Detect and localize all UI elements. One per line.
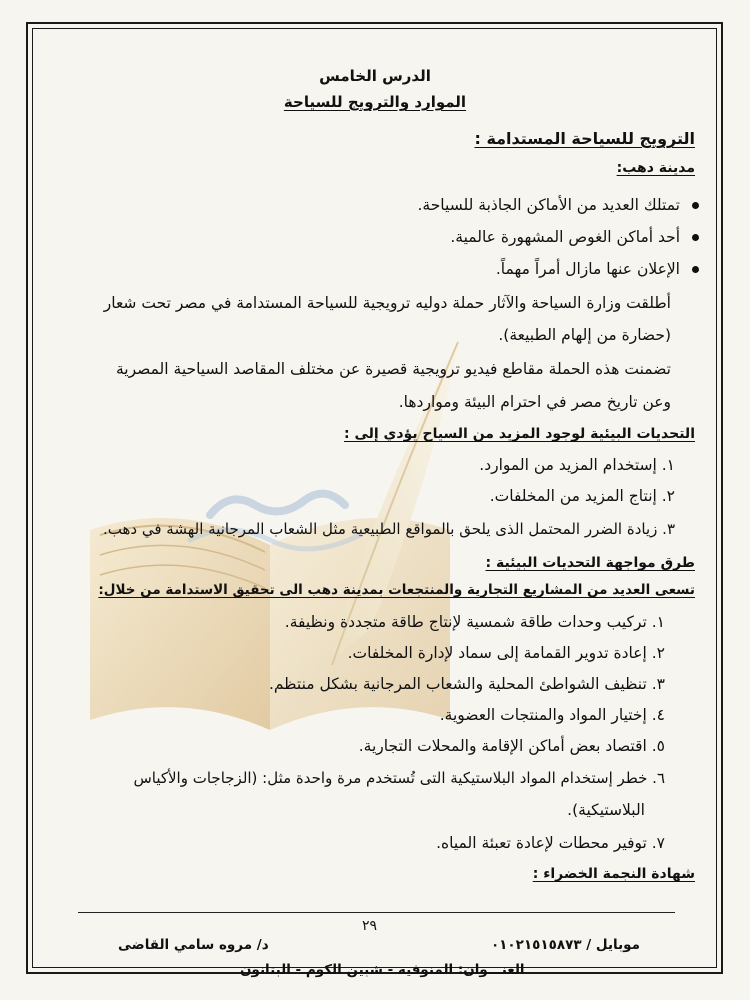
list-item: ٧. توفير محطات لإعادة تعبئة المياه. [436,834,665,852]
bullet-icon [692,202,699,209]
bullet-item: تمتلك العديد من الأماكن الجاذبة للسياحة. [417,194,699,216]
bullet-item: أحد أماكن الغوص المشهورة عالمية. [450,226,699,248]
page-number: ٢٩ [362,918,378,934]
section-heading-facing-challenges: طرق مواجهة التحديات البيئية : [485,555,695,571]
list-item: ٢. إنتاج المزيد من المخلفات. [489,487,675,505]
list-item: ١. إستخدام المزيد من الموارد. [479,456,675,474]
section-heading-green-star: شهادة النجمة الخضراء : [532,866,695,882]
section-intro: تسعى العديد من المشاريع التجارية والمنتجعات بمدينة دهب الى تحقيق الاستدامة من خلال: [98,582,695,598]
paragraph-line: تضمنت هذه الحملة مقاطع فيديو ترويجية قصيرة عن مختلف المقاصد السياحية المصرية [115,360,671,378]
mobile-number: موبايل / ٠١٠٢١٥١٥٨٧٣ [490,937,640,953]
section-heading-sustainable-tourism: الترويج للسياحة المستدامة : [474,129,695,148]
address: العنـــوان: المنوفية - شبين الكوم - البتانون [240,962,525,978]
section-heading-environmental-challenges: التحديات البيئية لوجود المزيد من السياح يؤدي إلى : [343,426,695,442]
teacher-name: د/ مروه سامي القاضى [118,937,269,953]
list-item: ٣. زيادة الضرر المحتمل الذى يلحق بالمواقع الطبيعية مثل الشعاب المرجانية الهشة في دهب. [103,520,675,538]
list-item: ٢. إعادة تدوير القمامة إلى سماد لإدارة المخلفات. [347,644,665,662]
paragraph-line: وعن تاريخ مصر في احترام البيئة ومواردها. [398,393,671,411]
paragraph-line: أطلقت وزارة السياحة والآثار حملة دوليه ترويجية للسياحة المستدامة في مصر تحت شعار [103,294,671,312]
bullet-icon [692,234,699,241]
lesson-content [55,55,695,935]
list-item: ٥. اقتصاد بعض أماكن الإقامة والمحلات التجارية. [358,737,665,755]
lesson-subject-title: الموارد والترويج للسياحة [283,93,467,111]
city-label-dahab: مدينة دهب: [616,160,695,176]
bullet-icon [692,266,699,273]
list-item: ٦. خطر إستخدام المواد البلاستيكية التى تُستخدم مرة واحدة مثل: (الزجاجات والأكياس [133,769,665,787]
list-item: ١. تركيب وحدات طاقة شمسية لإنتاج طاقة متجددة ونظيفة. [284,613,665,631]
list-item: ٤. إختيار المواد والمنتجات العضوية. [439,706,665,724]
list-item-continuation: البلاستيكية). [567,801,645,819]
bullet-item: الإعلان عنها مازال أمراً مهماً. [496,258,699,280]
paragraph-line: (حضارة من إلهام الطبيعة). [498,326,671,344]
lesson-number-title: الدرس الخامس [319,67,431,85]
list-item: ٣. تنظيف الشواطئ المحلية والشعاب المرجانية بشكل منتظم. [268,675,665,693]
